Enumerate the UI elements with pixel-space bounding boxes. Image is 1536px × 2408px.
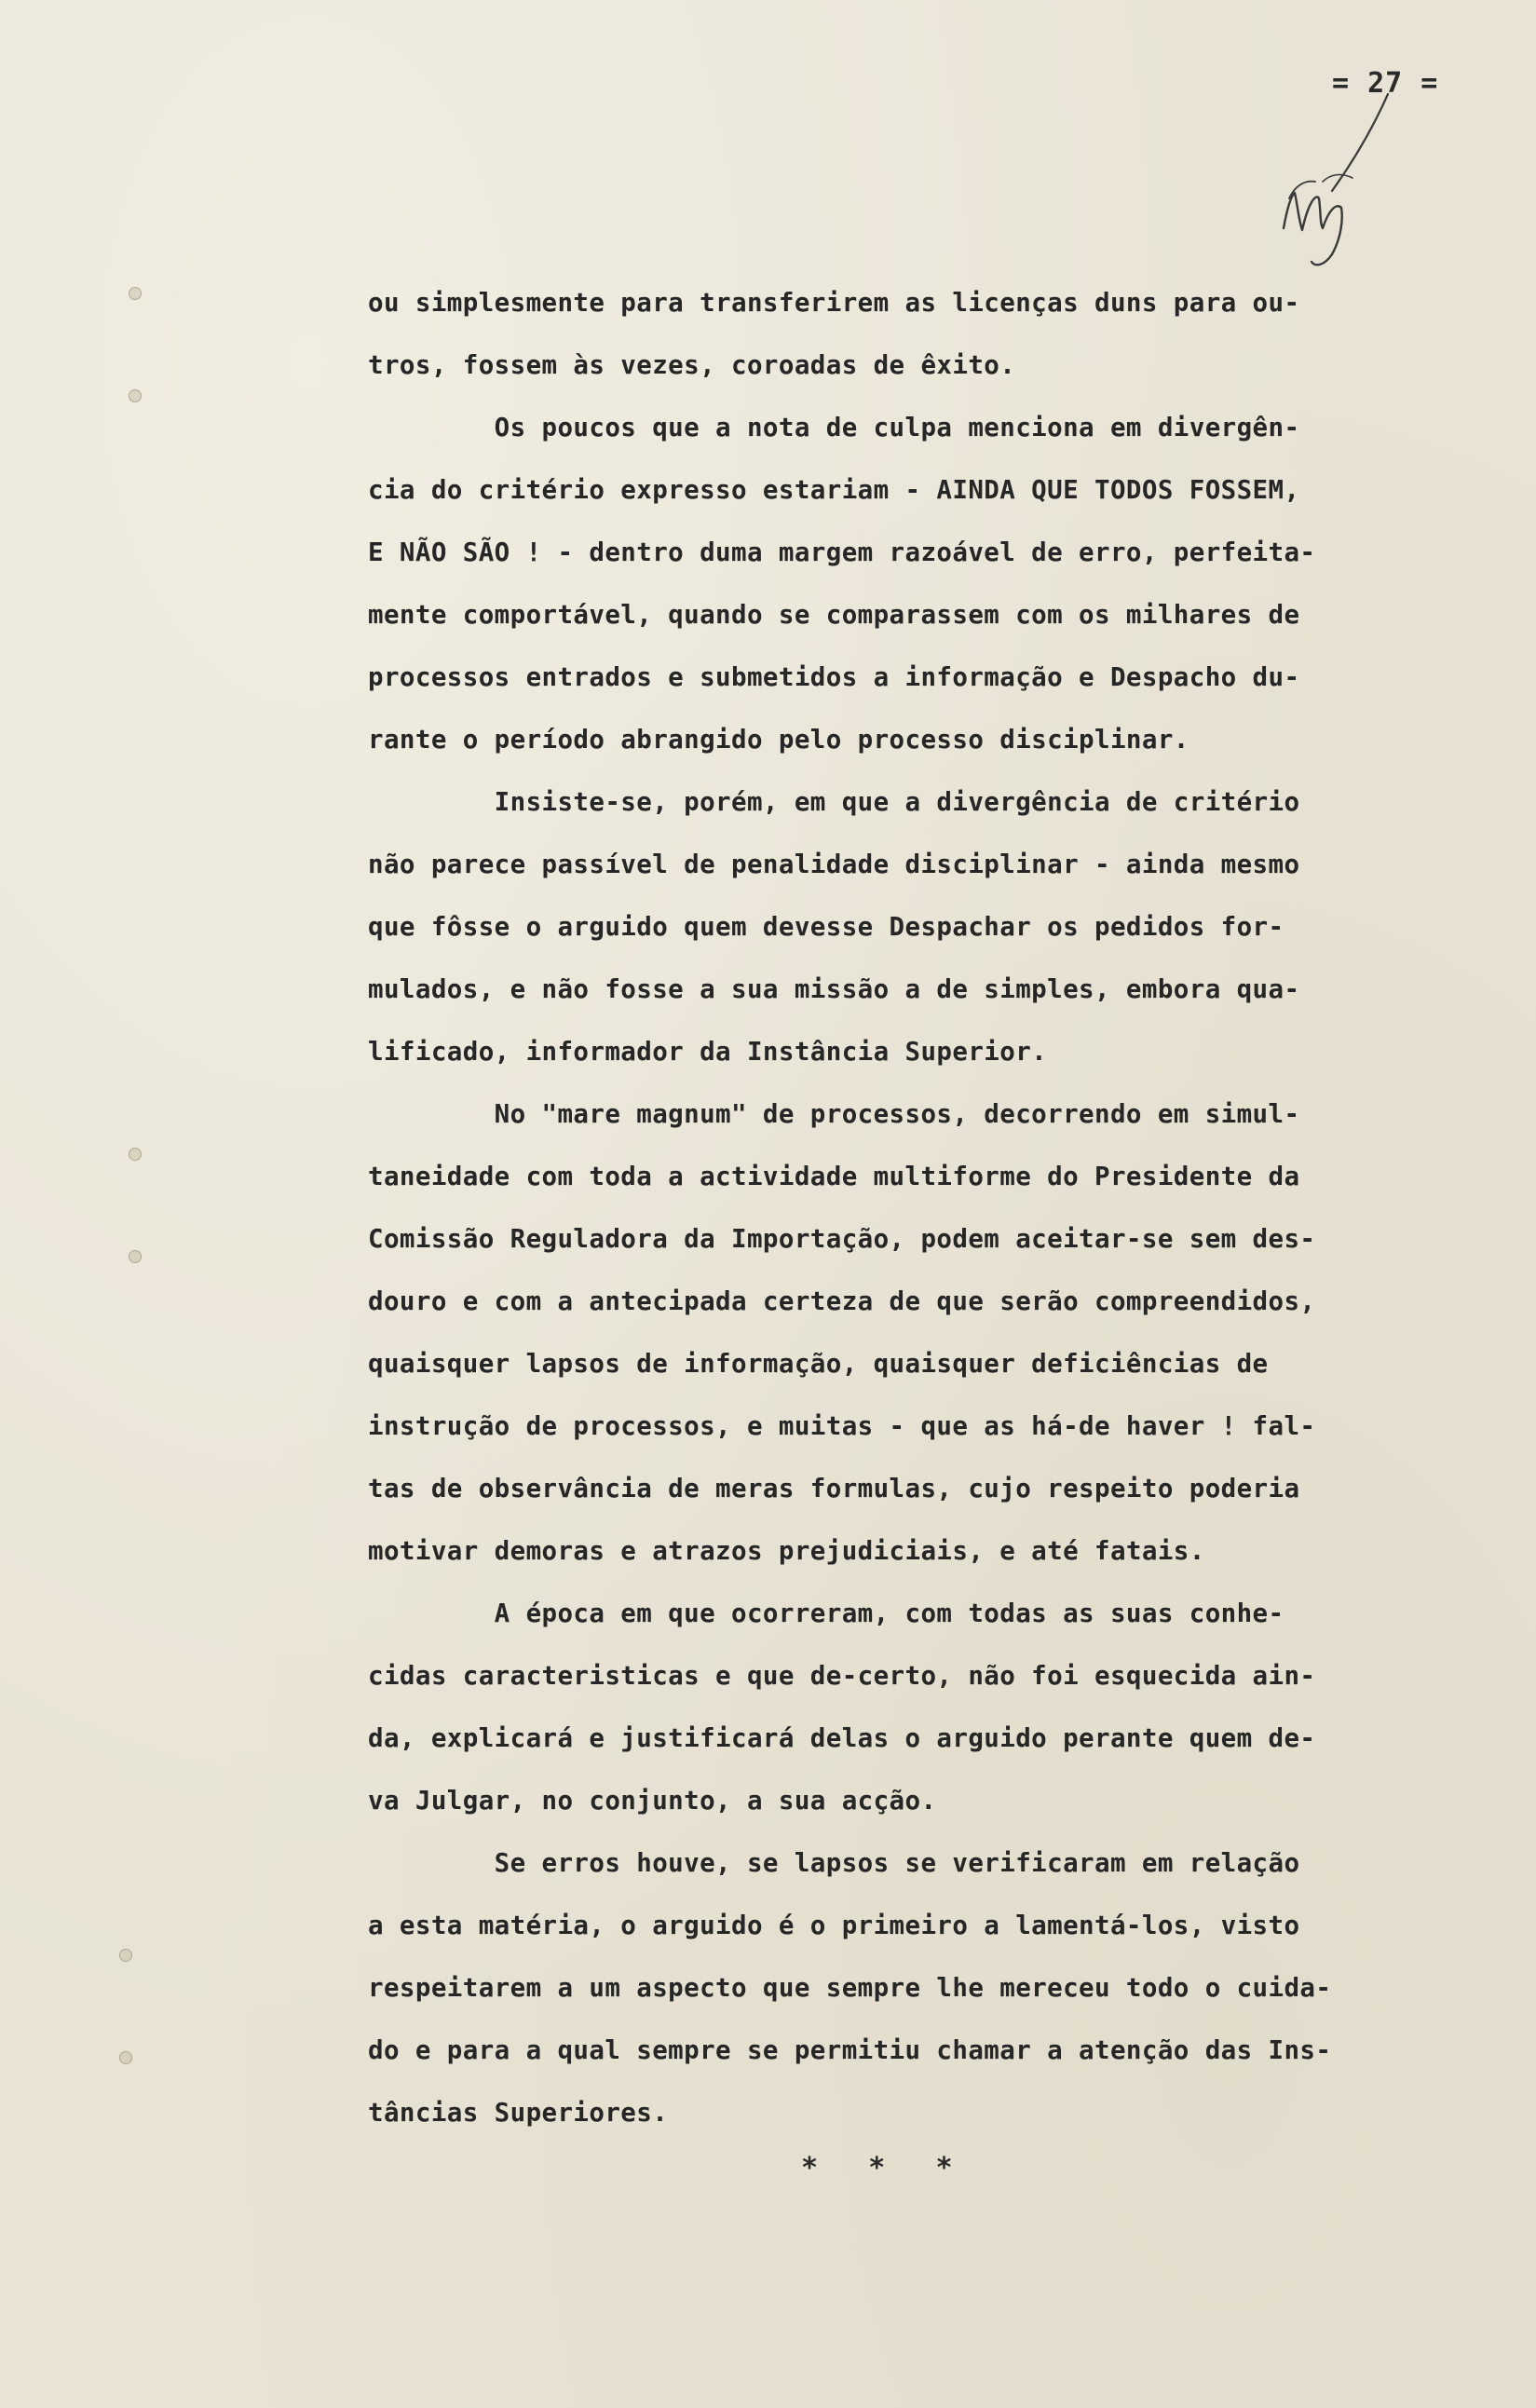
text-line: tâncias Superiores. — [368, 2098, 669, 2128]
page-number: = 27 = — [1332, 67, 1439, 100]
text-line: tas de observância de meras formulas, cujo respeito poderia — [368, 1474, 1300, 1503]
text-line: quaisquer lapsos de informação, quaisquer deficiências de — [368, 1349, 1269, 1379]
text-line: processos entrados e submetidos a informação e Despacho du- — [368, 662, 1300, 692]
text-line: motivar demoras e atrazos prejudiciais, e até fatais. — [368, 1536, 1205, 1566]
text-line: rante o período abrangido pelo processo disciplinar. — [368, 725, 1189, 755]
document-body — [368, 272, 1495, 2144]
text-line: cidas caracteristicas e que de-certo, não foi esquecida ain- — [368, 1661, 1316, 1691]
handwritten-initials-icon — [1267, 88, 1397, 275]
text-line: va Julgar, no conjunto, a sua acção. — [368, 1786, 937, 1816]
binder-hole-icon — [129, 287, 142, 300]
text-line: Insiste-se, porém, em que a divergência de critério — [368, 787, 1300, 817]
text-line: No "mare magnum" de processos, decorrendo em simul- — [368, 1099, 1300, 1129]
closing-ornament: * * * — [801, 2152, 953, 2184]
text-line: respeitarem a um aspecto que sempre lhe mereceu todo o cuida- — [368, 1973, 1332, 2003]
text-line: cia do critério expresso estariam - AINDA QUE TODOS FOSSEM, — [368, 475, 1300, 505]
text-line: E NÃO SÃO ! - dentro duma margem razoável de erro, perfeita- — [368, 537, 1316, 567]
text-line: instrução de processos, e muitas - que as há-de haver ! fal- — [368, 1411, 1316, 1441]
text-line: mulados, e não fosse a sua missão a de simples, embora qua- — [368, 974, 1300, 1004]
text-line: não parece passível de penalidade disciplinar - ainda mesmo — [368, 850, 1300, 879]
binder-hole-icon — [129, 1250, 142, 1263]
text-line: ou simplesmente para transferirem as licenças duns para ou- — [368, 288, 1300, 318]
binder-hole-icon — [119, 2051, 132, 2064]
text-line: tros, fossem às vezes, coroadas de êxito. — [368, 350, 1016, 380]
text-line: mente comportável, quando se comparassem com os milhares de — [368, 600, 1300, 630]
text-line: do e para a qual sempre se permitiu chamar a atenção das Ins- — [368, 2035, 1332, 2065]
text-line: Se erros houve, se lapsos se verificaram em relação — [368, 1848, 1300, 1878]
text-line: lificado, informador da Instância Superior. — [368, 1037, 1048, 1067]
text-line: que fôsse o arguido quem devesse Despachar os pedidos for- — [368, 912, 1285, 942]
text-line: Os poucos que a nota de culpa menciona em divergên- — [368, 413, 1300, 442]
binder-hole-icon — [119, 1949, 132, 1962]
text-line: Comissão Reguladora da Importação, podem aceitar-se sem des- — [368, 1224, 1316, 1254]
text-line: taneidade com toda a actividade multiforme do Presidente da — [368, 1162, 1300, 1191]
text-line: a esta matéria, o arguido é o primeiro a lamentá-los, visto — [368, 1911, 1300, 1940]
text-line: A época em que ocorreram, com todas as suas conhe- — [368, 1599, 1285, 1628]
text-line: da, explicará e justificará delas o arguido perante quem de- — [368, 1723, 1316, 1753]
text-line: douro e com a antecipada certeza de que serão compreendidos, — [368, 1286, 1316, 1316]
binder-hole-icon — [129, 389, 142, 402]
binder-hole-icon — [129, 1148, 142, 1161]
